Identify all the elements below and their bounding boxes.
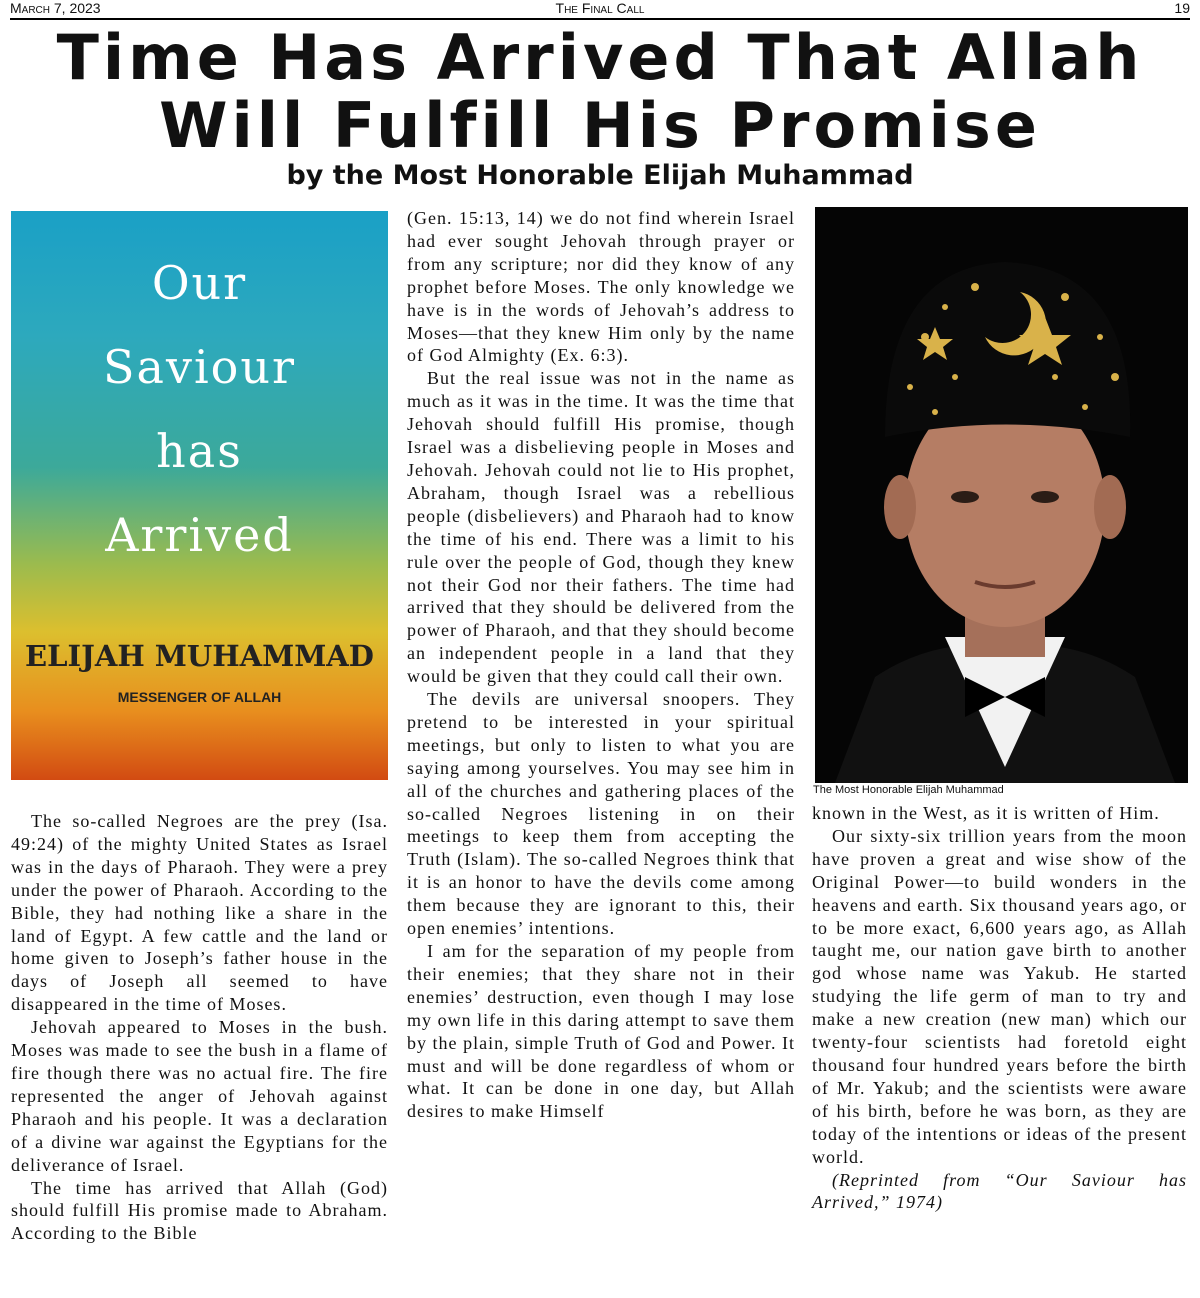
- article-column-2: [407, 207, 795, 1123]
- portrait-illustration: [815, 207, 1188, 783]
- headline-line-2: Will Fulfill His Promise: [159, 89, 1041, 162]
- cover-title-line: has: [156, 424, 243, 478]
- book-cover-subtitle: MESSENGER OF ALLAH: [117, 689, 282, 705]
- article-paragraph: Jehovah appeared to Moses in the bush. Moses was made to see the bush in a flame of fire though there was no actual fire. The fire represented the anger of Jehovah against Pharaoh and his people. It was a declaration of a divine war against the Egyptians for the deliverance of Israel.: [11, 1017, 388, 1175]
- article-column-1: [11, 810, 388, 1245]
- book-cover-image: [11, 211, 388, 780]
- portrait-photo: [815, 207, 1188, 783]
- book-cover-author: ELIJAH MUHAMMAD: [25, 639, 374, 673]
- cover-title-line: Saviour: [103, 340, 296, 394]
- page-number: 19: [1174, 0, 1190, 16]
- article-paragraph: I am for the separation of my people from their enemies; that they share not in their enemies’ destruction, even though I may lose my own life in this daring attempt to save them by the plain, simple Truth of God and Power. It must and will be done regardless of whom or what. It can be done in one day, but Allah desires to make Himself: [407, 941, 795, 1122]
- cover-title-line: Arrived: [105, 508, 294, 562]
- issue-date: March 7, 2023: [10, 0, 101, 16]
- photo-caption: The Most Honorable Elijah Muhammad: [813, 784, 1004, 796]
- headline: [0, 21, 1200, 162]
- article-paragraph: The time has arrived that Allah (God) should fulfill His promise made to Abraham. According to the Bible: [11, 1177, 388, 1244]
- headline-line-1: Time Has Arrived That Allah: [56, 21, 1144, 94]
- article-paragraph: (Gen. 15:13, 14) we do not find wherein Israel had ever sought Jehovah through prayer or from any scripture; nor did they know of any prophet before Moses. The only knowledge we have is in the words of Jehovah’s address to Moses—that they knew Him only by the name of God Almighty (Ex. 6:3).: [407, 208, 795, 366]
- cover-title-line: Our: [151, 256, 248, 310]
- article-paragraph: The so-called Negroes are the prey (Isa. 49:24) of the mighty United States as Israel was in the days of Pharaoh. They were a prey under the power of Pharaoh. According to the Bible, they had nothing like a share in the land of Egypt. A few cattle and the land or home given to Joseph’s father house in the days of Joseph all seemed to have disappeared in the time of Moses.: [11, 811, 388, 1015]
- article-paragraph: But the real issue was not in the name as much as it was in the time. It was the time that Jehovah should fulfill His promise, though Israel was a disbelieving people in Moses and Jehovah. Jehovah could not lie to His prophet, Abraham, though Israel was a rebellious people (disbelievers) and Pharaoh had to know the time of his end. There was a limit to his rule over the people of God, though they knew not their God nor their fathers. The time had arrived that they should be delivered from the power of Pharaoh, and that they should become an independent people in a land that they would be given that they could call their own.: [407, 368, 795, 687]
- article-paragraph: The devils are universal snoopers. They pretend to be interested in your spiritual meetings, but only to listen to what you are saying among yourselves. You may see him in all of the churches and gathering places of the so-called Negroes listening in on their meetings to keep them from accepting the Truth (Islam). The so-called Negroes think that it is an honor to have the devils come among them because they are ignorant to this, their open enemies’ intentions.: [407, 689, 795, 939]
- book-cover-title: [11, 241, 388, 577]
- article-paragraph: Our sixty-six trillion years from the moon have proven a great and wise show of the Original Power—to build wonders in the heavens and earth. Six thousand years ago, or to be more exact, 6,600 years ago, as Allah taught me, our nation gave birth to another god whose name was Yakub. He started studying the life germ of man to try and make a new creation (new man) which our twenty-four scientists had foretold eight thousand four hundred years before the birth of Mr. Yakub; and the scientists were aware of his birth, before he was born, as they are today of the intentions or ideas of the present world.: [812, 825, 1187, 1167]
- byline: by the Most Honorable Elijah Muhammad: [286, 160, 914, 191]
- article-column-3: [812, 802, 1187, 1214]
- page-header: [10, 0, 1190, 20]
- article-paragraph: known in the West, as it is written of Him.: [812, 803, 1160, 823]
- newspaper-name: The Final Call: [555, 0, 645, 16]
- reprint-note: (Reprinted from “Our Saviour has Arrived,” 1974): [812, 1169, 1187, 1213]
